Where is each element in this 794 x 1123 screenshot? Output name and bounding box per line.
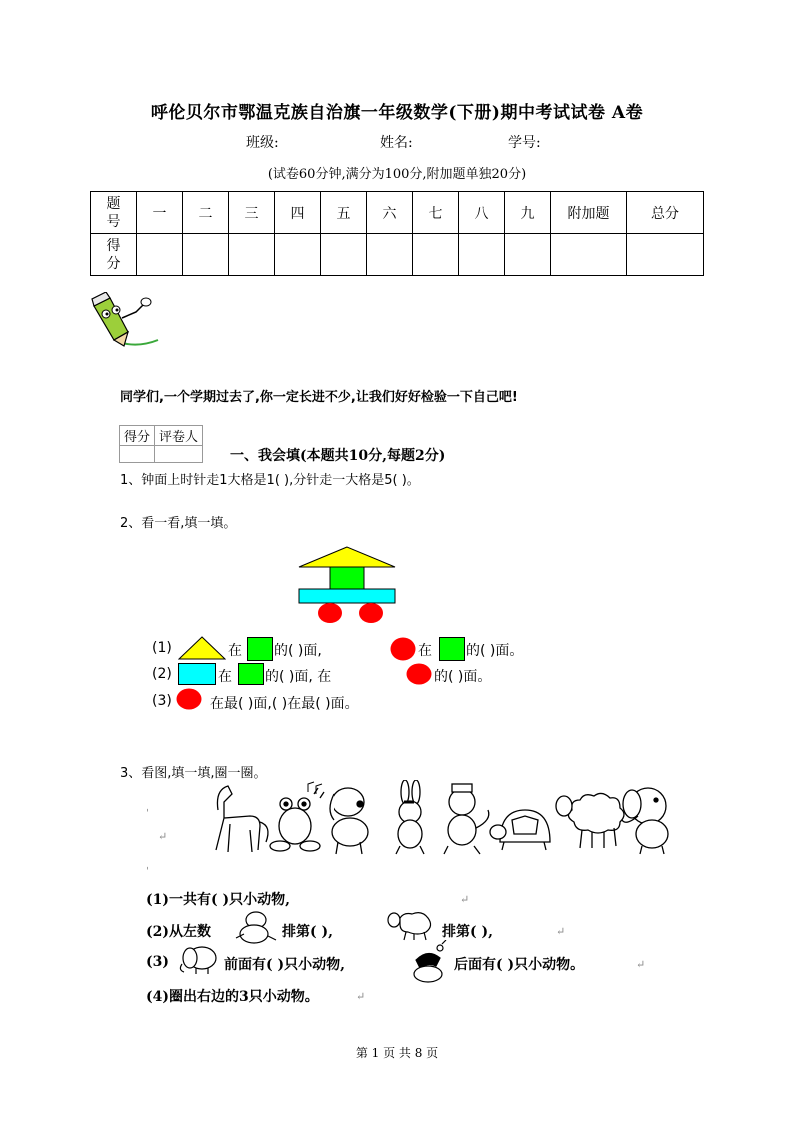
red-circle-icon xyxy=(176,688,202,710)
question-2: 2、看一看,填一填。 xyxy=(120,516,237,531)
score-cell[interactable] xyxy=(183,234,229,276)
turtle-icon xyxy=(490,810,550,850)
return-mark-icon: ↵ xyxy=(158,830,168,843)
q2-line2-number: (2) xyxy=(152,666,172,682)
q2-line1-text-b: 的( )面, xyxy=(274,643,322,659)
dog-icon xyxy=(330,788,368,854)
q2-line3-number: (3) xyxy=(152,693,172,709)
rabbit-icon xyxy=(232,910,278,944)
col-header: 一 xyxy=(137,192,183,234)
score-cell[interactable] xyxy=(459,234,505,276)
horse-icon xyxy=(216,786,268,852)
yellow-triangle-icon xyxy=(178,636,226,660)
score-cell[interactable] xyxy=(413,234,459,276)
q2-line1-number: (1) xyxy=(152,640,172,656)
paragraph-mark: ˌ xyxy=(146,800,150,813)
score-cell[interactable] xyxy=(505,234,551,276)
col-header: 七 xyxy=(413,192,459,234)
sheep-icon xyxy=(386,908,434,942)
col-header: 八 xyxy=(459,192,505,234)
grader-score-label: 得分 xyxy=(120,426,155,446)
pencil-mascot-icon xyxy=(88,292,163,354)
score-cell[interactable] xyxy=(551,234,627,276)
q3-sub3-a: (3) xyxy=(146,954,169,970)
frog-icon xyxy=(406,940,452,986)
score-cell[interactable] xyxy=(229,234,275,276)
green-square-icon xyxy=(247,637,273,661)
row1-label-text: 题号 xyxy=(106,195,121,230)
shape-cart-figure xyxy=(296,546,398,626)
q3-sub2-b: 排第( ), xyxy=(282,924,333,940)
q2-line1-text-a: 在 xyxy=(228,643,242,659)
grader-name-cell[interactable] xyxy=(155,446,203,463)
monkey-icon xyxy=(444,784,489,854)
col-header: 附加题 xyxy=(551,192,627,234)
score-table xyxy=(90,191,704,276)
red-circle-icon xyxy=(390,637,416,661)
q2-line1-text-d: 的( )面。 xyxy=(466,643,524,659)
q2-line3-text: 在最( )面,( )在最( )面。 xyxy=(210,696,359,712)
q3-sub4: (4)圈出右边的3只小动物。 xyxy=(146,989,319,1005)
row-label-score xyxy=(91,234,137,276)
row2-label-text: 得分 xyxy=(106,237,121,272)
score-cell[interactable] xyxy=(321,234,367,276)
sheep-icon xyxy=(556,793,624,848)
col-header: 五 xyxy=(321,192,367,234)
rabbit-icon xyxy=(396,780,424,854)
paragraph-mark: ˌ xyxy=(146,858,150,871)
col-header: 四 xyxy=(275,192,321,234)
score-cell[interactable] xyxy=(627,234,704,276)
score-cell[interactable] xyxy=(275,234,321,276)
number-label: 学号: xyxy=(508,135,541,151)
q3-sub3-c: 后面有( )只小动物。 xyxy=(454,957,585,973)
exam-note: (试卷60分钟,满分为100分,附加题单独20分) xyxy=(267,167,527,182)
grader-name-label: 评卷人 xyxy=(155,426,203,446)
elephant-icon xyxy=(176,944,220,976)
q2-line2-text-a: 在 xyxy=(218,669,232,685)
score-cell[interactable] xyxy=(367,234,413,276)
red-circle-icon xyxy=(406,663,432,685)
animal-row-illustration xyxy=(200,780,675,860)
return-mark-icon: ↵ xyxy=(556,925,566,938)
name-label: 姓名: xyxy=(380,135,413,151)
page-title: 呼伦贝尔市鄂温克族自治旗一年级数学(下册)期中考试试卷 A卷 xyxy=(150,103,644,123)
return-mark-icon: ↵ xyxy=(356,990,366,1003)
q3-sub1: (1)一共有( )只小动物, xyxy=(146,892,290,908)
col-header: 二 xyxy=(183,192,229,234)
greeting-text: 同学们,一个学期过去了,你一定长进不少,让我们好好检验一下自己吧! xyxy=(120,390,518,405)
cyan-rectangle-icon xyxy=(178,663,216,685)
class-label: 班级: xyxy=(246,135,279,151)
question-1: 1、钟面上时针走1大格是1( ),分针走一大格是5( )。 xyxy=(120,473,420,488)
row-label-question xyxy=(91,192,137,234)
return-mark-icon: ↵ xyxy=(636,958,646,971)
q2-line1-text-c: 在 xyxy=(418,643,432,659)
green-square-icon xyxy=(439,637,465,661)
q2-line2-text-c: 的( )面。 xyxy=(434,669,492,685)
score-cell[interactable] xyxy=(137,234,183,276)
q2-line2-text-b: 的( )面, 在 xyxy=(265,669,332,685)
q3-sub3-b: 前面有( )只小动物, xyxy=(224,957,345,973)
col-header: 六 xyxy=(367,192,413,234)
section-1-title: 一、我会填(本题共10分,每题2分) xyxy=(230,448,446,464)
question-3: 3、看图,填一填,圈一圈。 xyxy=(120,766,267,781)
page-footer: 第 1 页 共 8 页 xyxy=(355,1046,439,1060)
grader-score-cell[interactable] xyxy=(120,446,155,463)
grader-table xyxy=(119,425,203,463)
q3-sub2-c: 排第( ), xyxy=(442,924,493,940)
col-header: 九 xyxy=(505,192,551,234)
score-table-header-row xyxy=(91,192,704,234)
frog-icon xyxy=(270,788,324,851)
col-header: 三 xyxy=(229,192,275,234)
return-mark-icon: ↵ xyxy=(460,893,470,906)
green-square-icon xyxy=(238,663,264,685)
q3-sub2-a: (2)从左数 xyxy=(146,924,211,940)
elephant-icon xyxy=(622,788,668,854)
col-header: 总分 xyxy=(627,192,704,234)
score-table-score-row xyxy=(91,234,704,276)
